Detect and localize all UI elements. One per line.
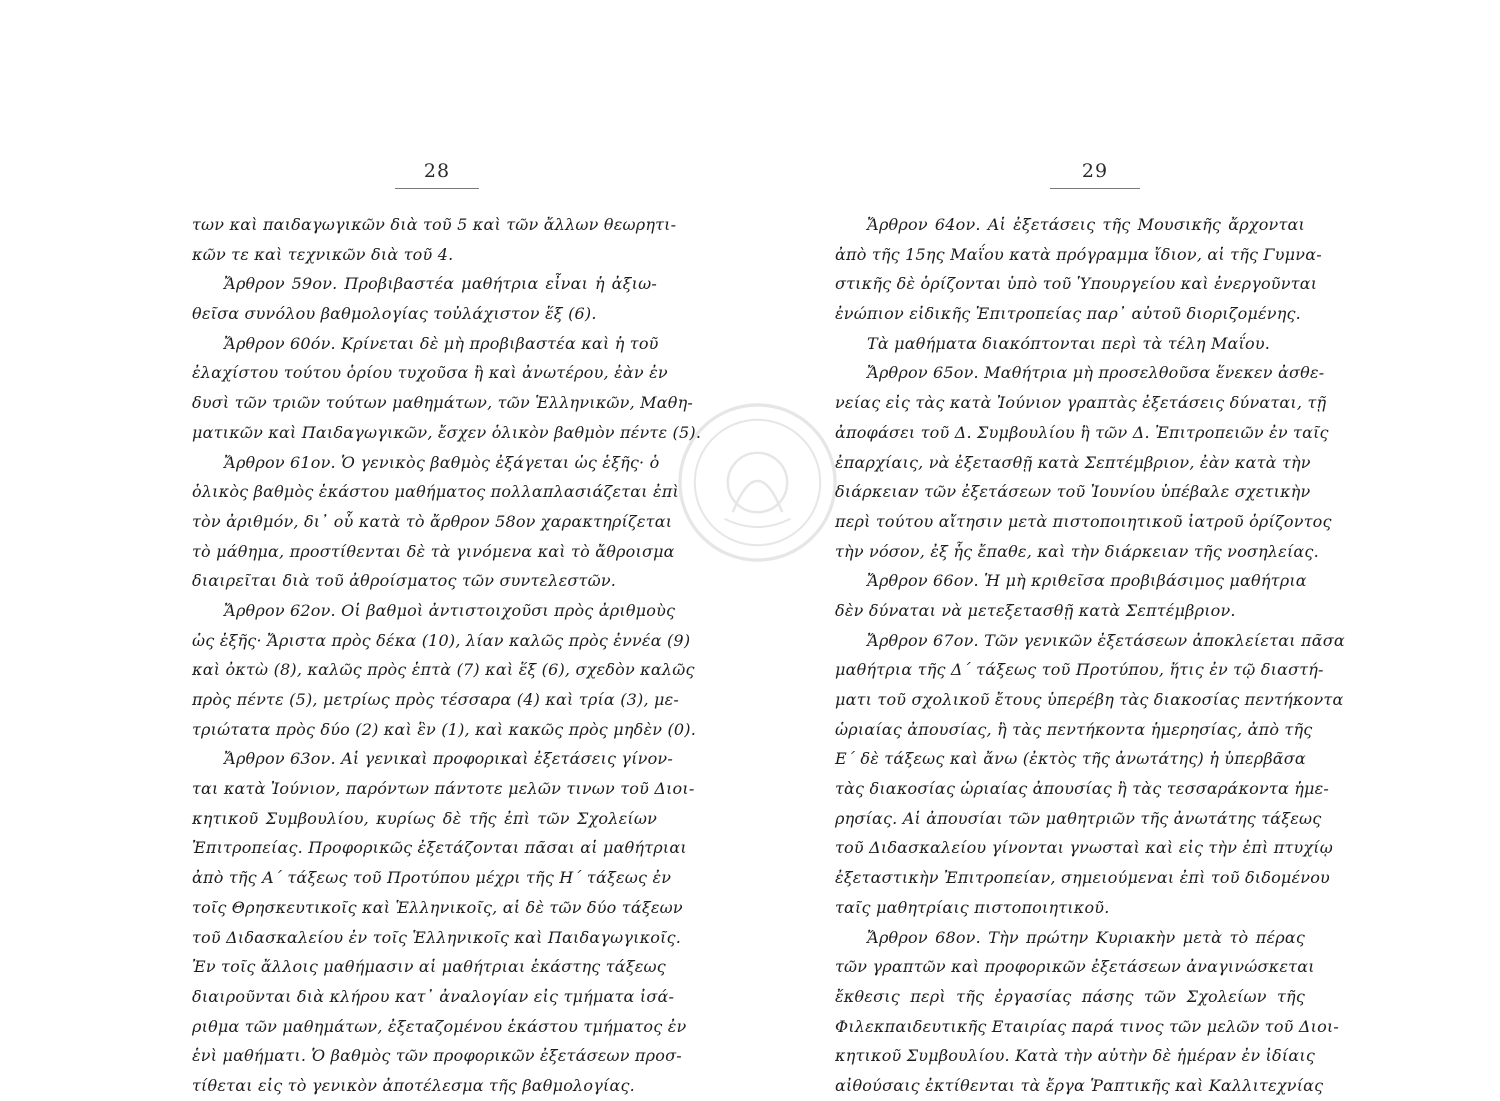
text-line: των καὶ παιδαγωγικῶν διὰ τοῦ 5 καὶ τῶν ἄλλων θεωρητι-	[192, 215, 677, 234]
text-line: ματικῶν καὶ Παιδαγωγικῶν, ἔσχεν ὁλικὸν βαθμὸν πέντε (5).	[192, 422, 702, 442]
text-line: Ἄρθρον 67ον. Τῶν γενικῶν ἐξετάσεων ἀποκλείεται πᾶσα	[867, 630, 1345, 650]
text-line: Ἄρθρον 61ον. Ὁ γενικὸς βαθμὸς ἐξάγεται ὡς ἑξῆς· ὁ	[224, 452, 660, 472]
text-line: τριώτατα πρὸς δύο (2) καὶ ἓν (1), καὶ κακῶς πρὸς μηδὲν (0).	[192, 719, 697, 739]
text-line: ρησίας. Αἱ ἀπουσίαι τῶν μαθητριῶν τῆς ἀνωτάτης τάξεως	[835, 808, 1322, 828]
text-line: ἐλαχίστου τούτου ὁρίου τυχοῦσα ἢ καὶ ἀνωτέρου, ἐὰν ἐν	[192, 363, 668, 383]
text-line: Ἄρθρον 66ον. Ἡ μὴ κριθεῖσα προβιβάσιμος μαθήτρια	[867, 571, 1307, 591]
text-line: Ἄρθρον 62ον. Οἱ βαθμοὶ ἀντιστοιχοῦσι πρὸς ἀριθμοὺς	[224, 600, 676, 620]
text-line: μαθήτρια τῆς Δ΄ τάξεως τοῦ Προτύπου, ἥτις ἐν τῷ διαστή-	[835, 660, 1324, 680]
left-page-number	[395, 160, 479, 189]
text-line: κῶν τε καὶ τεχνικῶν διὰ τοῦ 4.	[192, 244, 454, 264]
right-page-number-rule	[1050, 188, 1140, 189]
text-line: ὡριαίας ἀπουσίας, ἢ τὰς πεντήκοντα ἡμερησίας, ἀπὸ τῆς	[835, 719, 1313, 739]
text-line: θεῖσα συνόλου βαθμολογίας τοὐλάχιστον ἕξ (6).	[192, 304, 597, 324]
right-page-text	[835, 210, 1345, 1101]
text-line: τοῦ Διδασκαλείου ἐν τοῖς Ἑλληνικοῖς καὶ Παιδαγωγικοῖς.	[192, 927, 682, 947]
text-line: πρὸς πέντε (5), μετρίως πρὸς τέσσαρα (4) καὶ τρία (3), με-	[192, 690, 680, 709]
text-line: ἀποφάσει τοῦ Δ. Συμβουλίου ἢ τῶν Δ. Ἐπιτροπειῶν ἐν ταῖς	[835, 422, 1329, 442]
text-line: Ε΄ δὲ τάξεως καὶ ἄνω (ἐκτὸς τῆς ἀνωτάτης) ἡ ὑπερβᾶσα	[835, 749, 1306, 769]
text-line: δυσὶ τῶν τριῶν τούτων μαθημάτων, τῶν Ἑλληνικῶν, Μαθη-	[192, 393, 693, 413]
text-line: περὶ τούτου αἴτησιν μετὰ πιστοποιητικοῦ ἰατροῦ ὁρίζοντος	[835, 511, 1332, 531]
text-line: ὡς ἑξῆς· Ἄριστα πρὸς δέκα (10), λίαν καλῶς πρὸς ἐννέα (9)	[192, 630, 691, 650]
text-line: διαιροῦνται διὰ κλήρου κατ᾽ ἀναλογίαν εἰς τμήματα ἰσά-	[192, 986, 675, 1006]
right-page-number-text: 29	[1081, 160, 1109, 182]
text-line: κητικοῦ Συμβουλίου, κυρίως δὲ τῆς ἐπὶ τῶν Σχολείων	[192, 808, 657, 828]
text-line: ἐπαρχίαις, νὰ ἐξετασθῇ κατὰ Σεπτέμβριον, ἐὰν κατὰ τὴν	[835, 452, 1311, 472]
text-line: δὲν δύναται νὰ μετεξετασθῇ κατὰ Σεπτέμβριον.	[835, 600, 1236, 620]
text-line: Ἄρθρον 64ον. Αἱ ἐξετάσεις τῆς Μουσικῆς ἄρχονται	[867, 215, 1305, 234]
text-line: ἀπὸ τῆς Α΄ τάξεως τοῦ Προτύπου μέχρι τῆς Η΄ τάξεως ἐν	[192, 868, 672, 888]
text-line: ἐνώπιον εἰδικῆς Ἐπιτροπείας παρ᾽ αὐτοῦ διοριζομένης.	[835, 304, 1301, 324]
text-line: τοῦ Διδασκαλείου γίνονται γνωσταὶ καὶ εἰς τὴν ἐπὶ πτυχίῳ	[835, 838, 1334, 858]
text-line: ταῖς μαθητρίαις πιστοποιητικοῦ.	[835, 897, 1110, 917]
text-line: ἔκθεσις περὶ τῆς ἐργασίας πάσης τῶν Σχολείων τῆς	[835, 986, 1305, 1006]
text-line: ἑνὶ μαθήματι. Ὁ βαθμὸς τῶν προφορικῶν ἐξετάσεων προσ-	[192, 1046, 682, 1066]
text-line: τὸ μάθημα, προστίθενται δὲ τὰ γινόμενα καὶ τὸ ἄθροισμα	[192, 541, 675, 561]
text-line: Ἄρθρον 68ον. Τὴν πρώτην Κυριακὴν μετὰ τὸ πέρας	[867, 927, 1305, 947]
text-line: Τὰ μαθήματα διακόπτονται περὶ τὰ τέλη Μαΐου.	[867, 333, 1271, 353]
left-page-text	[192, 210, 702, 1101]
text-line: τίθεται εἰς τὸ γενικὸν ἀποτέλεσμα τῆς βαθμολογίας.	[192, 1075, 635, 1095]
text-line: κητικοῦ Συμβουλίου. Κατὰ τὴν αὐτὴν δὲ ἡμέραν ἐν ἰδίαις	[835, 1046, 1315, 1066]
text-line: Ἄρθρον 59ον. Προβιβαστέα μαθήτρια εἶναι ἡ ἀξιω-	[224, 274, 657, 294]
text-line: διάρκειαν τῶν ἐξετάσεων τοῦ Ἰουνίου ὑπέβαλε σχετικὴν	[835, 482, 1311, 502]
text-line: αἰθούσαις ἐκτίθενται τὰ ἔργα Ῥαπτικῆς καὶ Καλλιτεχνίας	[835, 1075, 1324, 1095]
text-line: καὶ ὀκτὼ (8), καλῶς πρὸς ἑπτὰ (7) καὶ ἕξ (6), σχεδὸν καλῶς	[192, 660, 695, 680]
text-line: Ἄρθρον 63ον. Αἱ γενικαὶ προφορικαὶ ἐξετάσεις γίνον-	[224, 749, 673, 769]
left-page-number-text: 28	[423, 160, 451, 182]
text-line: Ἄρθρον 65ον. Μαθήτρια μὴ προσελθοῦσα ἕνεκεν ἀσθε-	[867, 363, 1325, 383]
text-line: τῶν γραπτῶν καὶ προφορικῶν ἐξετάσεων ἀναγινώσκεται	[835, 957, 1315, 977]
text-line: Ἐπιτροπείας. Προφορικῶς ἐξετάζονται πᾶσαι αἱ μαθήτριαι	[192, 838, 687, 858]
text-line: ται κατὰ Ἰούνιον, παρόντων πάντοτε μελῶν τινων τοῦ Διοι-	[192, 779, 695, 799]
left-page-number-rule	[395, 188, 479, 189]
text-line: τὴν νόσον, ἐξ ἧς ἔπαθε, καὶ τὴν διάρκειαν τῆς νοσηλείας.	[835, 541, 1319, 561]
text-line: τοῖς Θρησκευτικοῖς καὶ Ἑλληνικοῖς, αἱ δὲ τῶν δύο τάξεων	[192, 897, 683, 917]
right-page-number	[1050, 160, 1140, 189]
text-line: Ἄρθρον 60όν. Κρίνεται δὲ μὴ προβιβαστέα καὶ ἡ τοῦ	[224, 333, 659, 353]
text-line: τὰς διακοσίας ὡριαίας ἀπουσίας ἢ τὰς τεσσαράκοντα ἡμε-	[835, 779, 1330, 799]
text-line: Ἐν τοῖς ἄλλοις μαθήμασιν αἱ μαθήτριαι ἑκάστης τάξεως	[192, 957, 666, 977]
text-line: Φιλεκπαιδευτικῆς Εταιρίας παρά τινος τῶν μελῶν τοῦ Διοι-	[835, 1016, 1340, 1036]
text-line: τὸν ἀριθμόν, δι᾽ οὗ κατὰ τὸ ἄρθρον 58ον χαρακτηρίζεται	[192, 511, 673, 531]
text-line: ριθμα τῶν μαθημάτων, ἐξεταζομένου ἑκάστου τμήματος ἐν	[192, 1016, 687, 1036]
text-line: νείας εἰς τὰς κατὰ Ἰούνιον γραπτὰς ἐξετάσεις δύναται, τῇ	[835, 393, 1327, 413]
text-line: ὁλικὸς βαθμὸς ἑκάστου μαθήματος πολλαπλασιάζεται ἐπὶ	[192, 482, 679, 502]
text-line: ματι τοῦ σχολικοῦ ἔτους ὑπερέβη τὰς διακοσίας πεντήκοντα	[835, 690, 1344, 709]
text-line: διαιρεῖται διὰ τοῦ ἀθροίσματος τῶν συντελεστῶν.	[192, 571, 617, 591]
text-line: στικῆς δὲ ὁρίζονται ὑπὸ τοῦ Ὑπουργείου καὶ ἐνεργοῦνται	[835, 274, 1318, 294]
text-line: ἐξεταστικὴν Ἐπιτροπείαν, σημειούμεναι ἐπὶ τοῦ διδομένου	[835, 868, 1330, 888]
text-line: ἀπὸ τῆς 15ης Μαΐου κατὰ πρόγραμμα ἴδιον, αἱ τῆς Γυμνα-	[835, 244, 1322, 264]
